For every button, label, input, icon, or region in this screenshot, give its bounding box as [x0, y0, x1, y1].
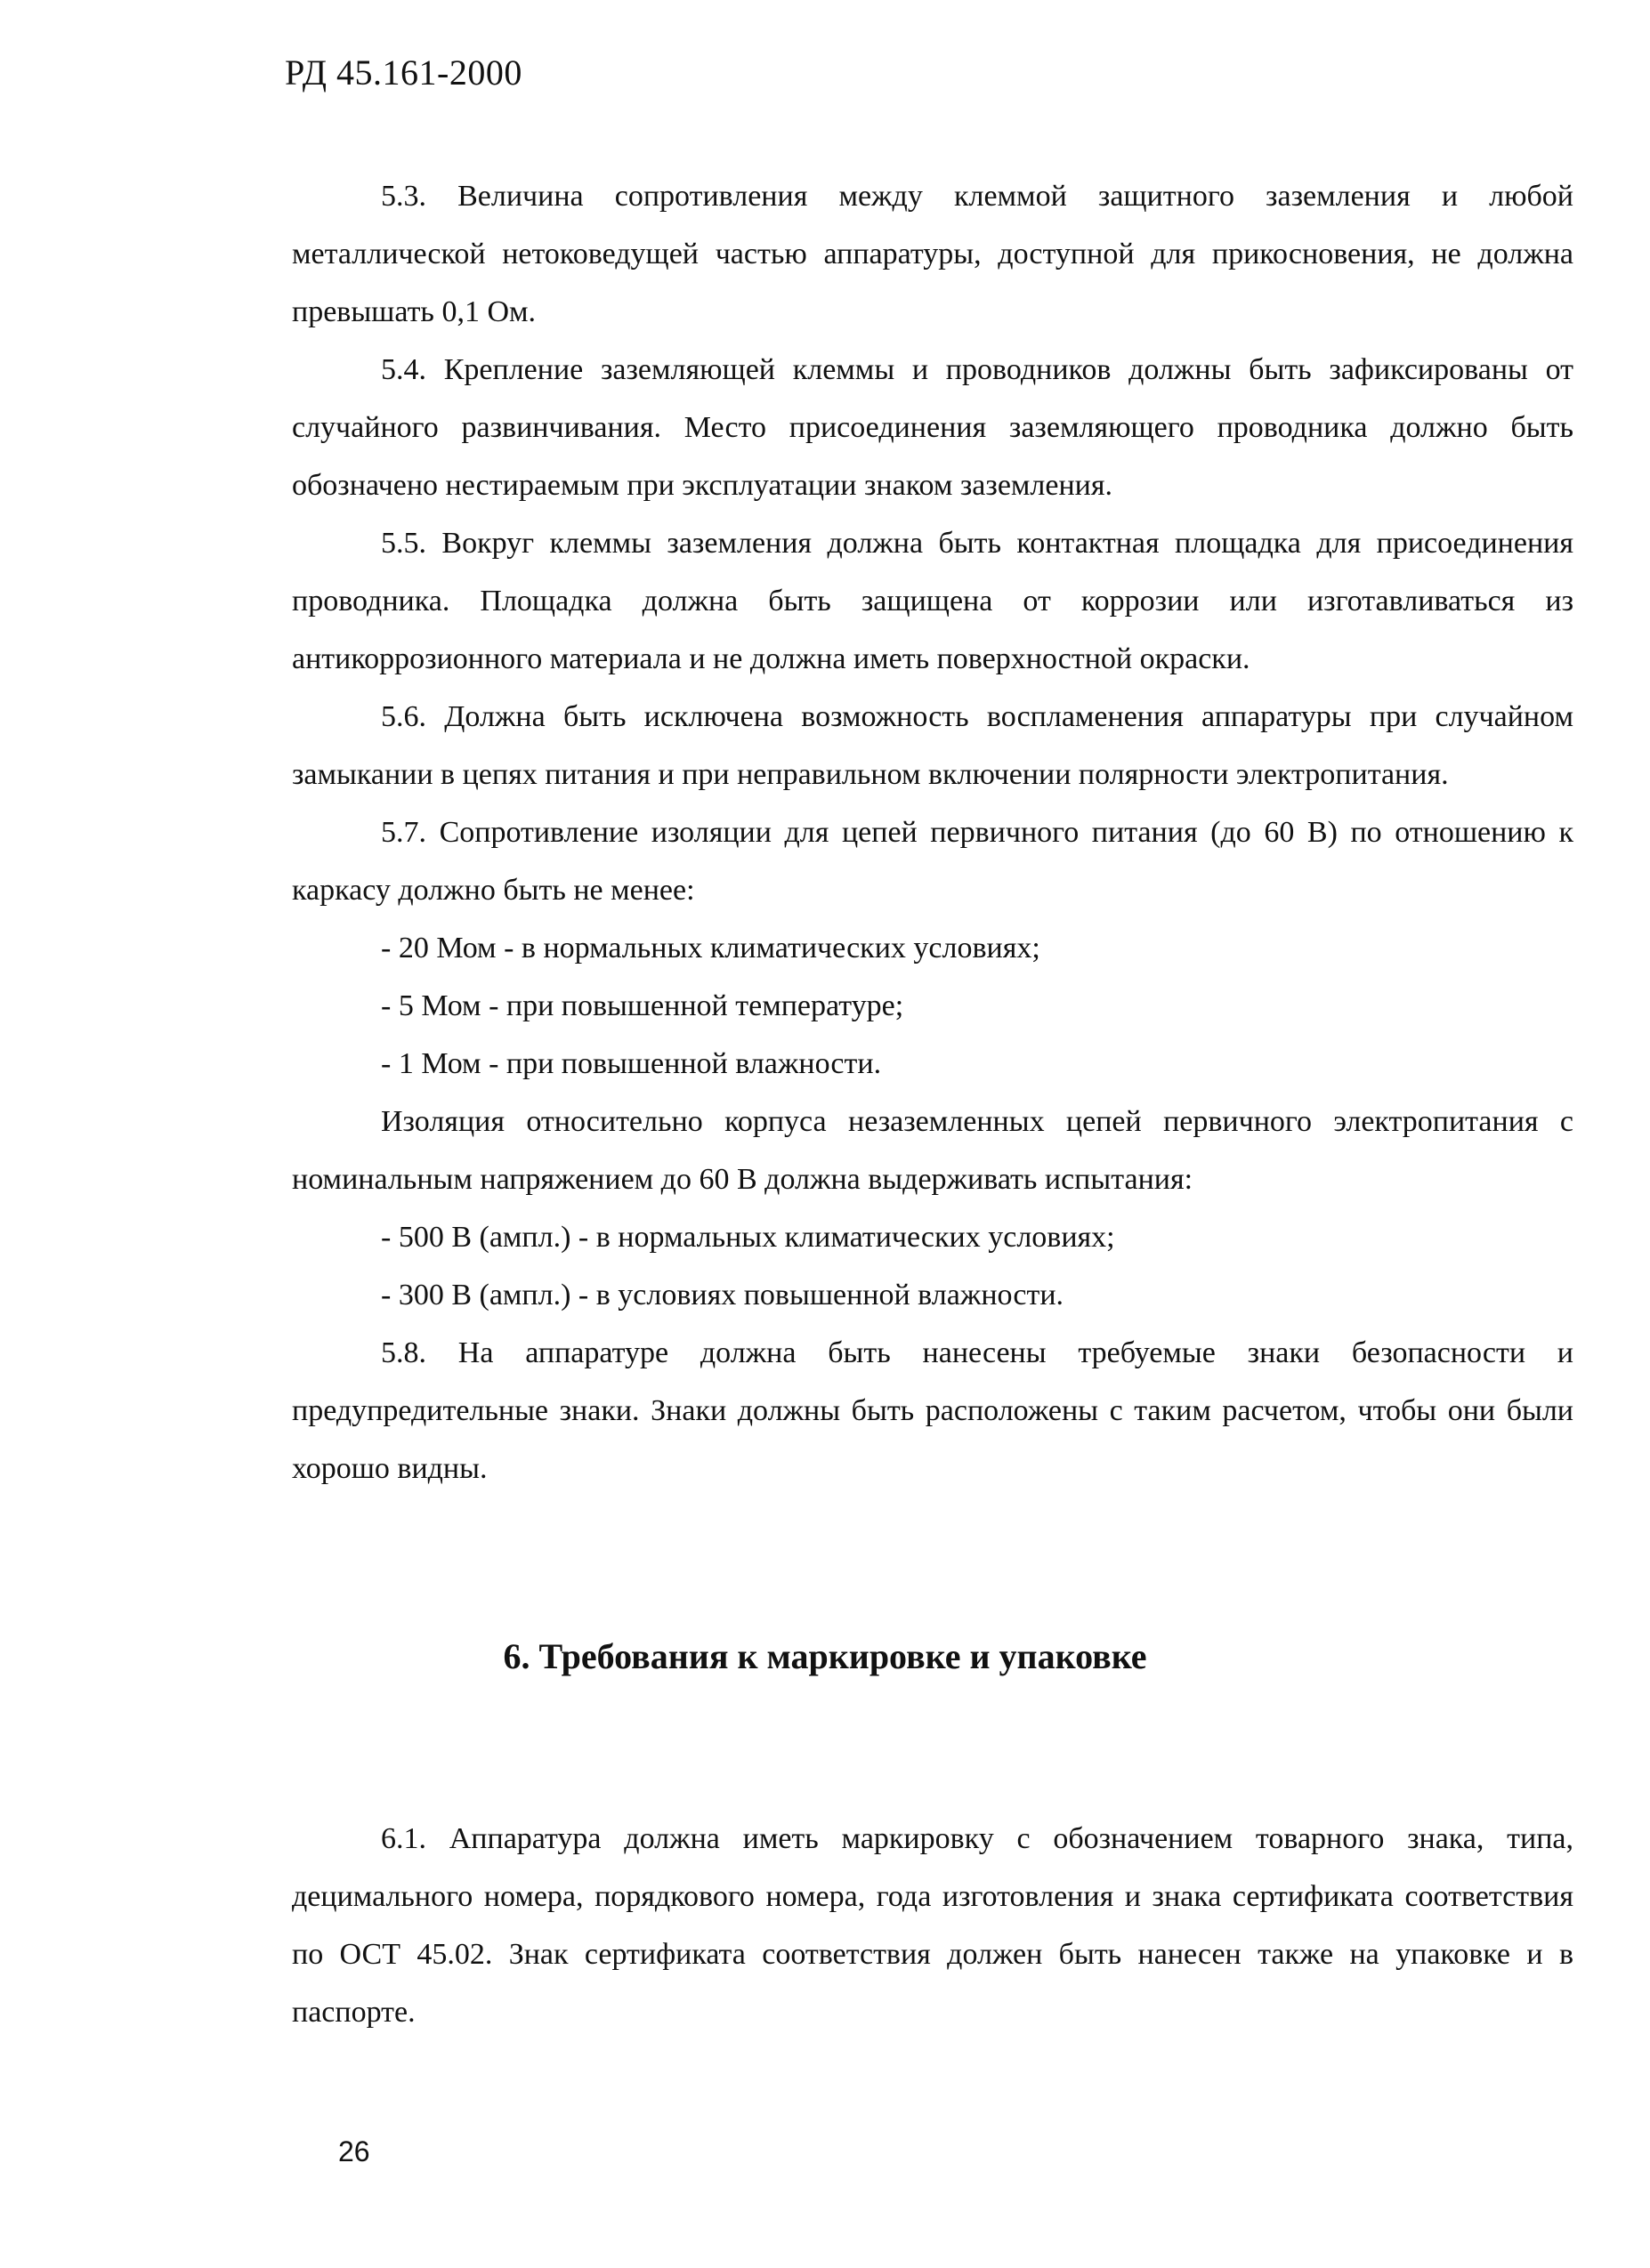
document-code-header: РД 45.161-2000 — [285, 52, 522, 93]
paragraph-5-8: 5.8. На аппаратуре должна быть нанесены требуемые знаки безопасности и предупредительные знаки. Знаки должны быть расположены с таким расчетом, чтобы они были хорошо видны. — [292, 1336, 1573, 1485]
list-item: - 500 В (ампл.) - в нормальных климатических условиях; — [381, 1221, 1115, 1254]
section-6-body — [292, 1810, 1573, 2041]
list-item: - 300 В (ампл.) - в условиях повышенной влажности. — [381, 1279, 1064, 1312]
list-item: - 1 Мом - при повышенной влажности. — [381, 1047, 882, 1080]
list-item: - 5 Мом - при повышенной температуре; — [381, 989, 904, 1022]
page-number: 26 — [338, 2135, 370, 2167]
list-item: - 20 Мом - в нормальных климатических условиях; — [381, 932, 1040, 965]
paragraph-5-7: 5.7. Сопротивление изоляции для цепей первичного питания (до 60 В) по отношению к каркасу должно быть не менее: — [292, 816, 1573, 907]
paragraph-6-1: 6.1. Аппаратура должна иметь маркировку с обозначением товарного знака, типа, децимального номера, порядкового номера, года изготовления и знака сертификата соответствия по ОСТ 45.02. Знак сертификата соответствия должен быть нанесен также на упаковке и в паспорте. — [292, 1822, 1573, 2029]
paragraph-5-7-insulation: Изоляция относительно корпуса незаземленных цепей первичного электропитания с номинальным напряжением до 60 В должна выдерживать испытания: — [292, 1105, 1573, 1196]
paragraph-5-5: 5.5. Вокруг клеммы заземления должна быть контактная площадка для присоединения проводника. Площадка должна быть защищена от коррозии или изготавливаться из антикоррозионного материала и не должна иметь поверхностной окраски. — [292, 527, 1573, 675]
paragraph-5-4: 5.4. Крепление заземляющей клеммы и проводников должны быть зафиксированы от случайного развинчивания. Место присоединения заземляющего проводника должно быть обозначено нестираемым при эксплуатации знаком заземления. — [292, 353, 1573, 502]
paragraph-5-3: 5.3. Величина сопротивления между клеммой защитного заземления и любой металлической нетоковедущей частью аппаратуры, доступной для прикосновения, не должна превышать 0,1 Ом. — [292, 180, 1573, 328]
paragraph-5-6: 5.6. Должна быть исключена возможность воспламенения аппаратуры при случайном замыкании в цепях питания и при неправильном включении полярности электропитания. — [292, 700, 1573, 791]
section-6-heading: 6. Требования к маркировке и упаковке — [503, 1636, 1147, 1676]
section-5-body — [292, 167, 1573, 1497]
